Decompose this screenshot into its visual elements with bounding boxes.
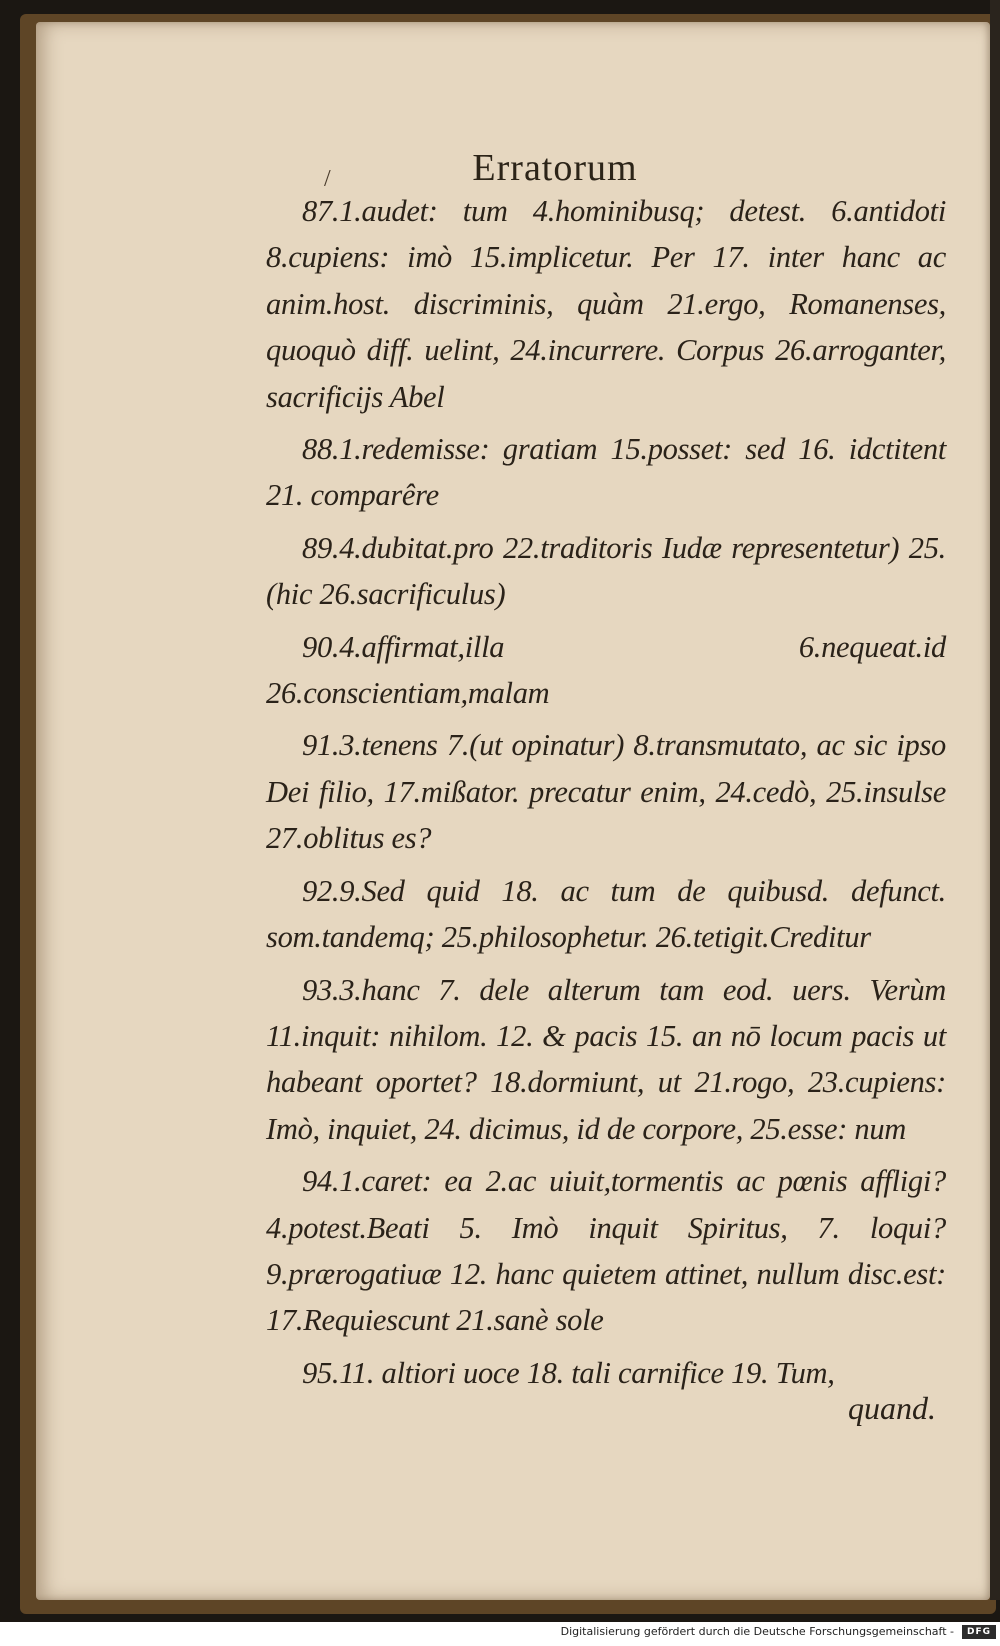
catchword: quand. (848, 1390, 936, 1426)
page-edge (990, 0, 1000, 1600)
errata-entry: 95.11. altiori uoce 18. tali carnifice 19. Tum, (302, 1355, 835, 1390)
dfg-logo-icon: DFG (962, 1625, 996, 1639)
errata-entry: 91.3.tenens 7.(ut opinatur) 8.transmutato, ac sic ipso Dei filio, 17.mißator. precatur enim, 24.cedò, 25.insulse 27.oblitus es? (266, 728, 946, 856)
errata-entry: 90.4.affirmat,illa 6.nequeat.id 26.conscientiam,malam (266, 629, 946, 711)
errata-entry: 89.4.dubitat.pro 22.traditoris Iudæ representetur) 25.(hic 26.sacrificulus) (266, 530, 946, 612)
errata-entry: 87.1.audet: tum 4.hominibusq; detest. 6.antidoti 8.cupiens: imò 15.implicetur. Per 17. inter hanc ac anim.host. discriminis, quàm 21.ergo, Romanenses, quoquò diff. uelint, 24.incurrere. Corpus 26.arroganter, sacrificijs Abel (266, 194, 946, 414)
footer-credit-text: Digitalisierung gefördert durch die Deutsche Forschungsgemeinschaft - (560, 1625, 954, 1638)
margin-mark: / (324, 166, 331, 192)
footer-bar (0, 1622, 1000, 1646)
errata-entry: 94.1.caret: ea 2.ac uiuit,tormentis ac pœnis affligi? 4.potest.Beati 5. Imò inquit Spiritus, 7. loqui? 9.prærogatiuæ 12. hanc quietem attinet, nullum disc.est: 17.Requiescunt 21.sanè sole (266, 1164, 946, 1338)
errata-entry: 88.1.redemisse: gratiam 15.posset: sed 16. idctitent 21. comparêre (266, 432, 946, 513)
page-header-title: Erratorum (472, 147, 638, 189)
errata-entry: 92.9.Sed quid 18. ac tum de quibusd. defunct. som.tandemq; 25.philosophetur. 26.tetigit.Creditur (266, 873, 946, 955)
errata-list (266, 188, 946, 1402)
errata-entry: 93.3.hanc 7. dele alterum tam eod. uers. Verùm 11.inquit: nihilom. 12. & pacis 15. an nō locum pacis ut habeant oportet? 18.dormiunt, ut 21.rogo, 23.cupiens: Imò, inquiet, 24. dicimus, id de corpore, 25.esse: num (266, 972, 946, 1146)
